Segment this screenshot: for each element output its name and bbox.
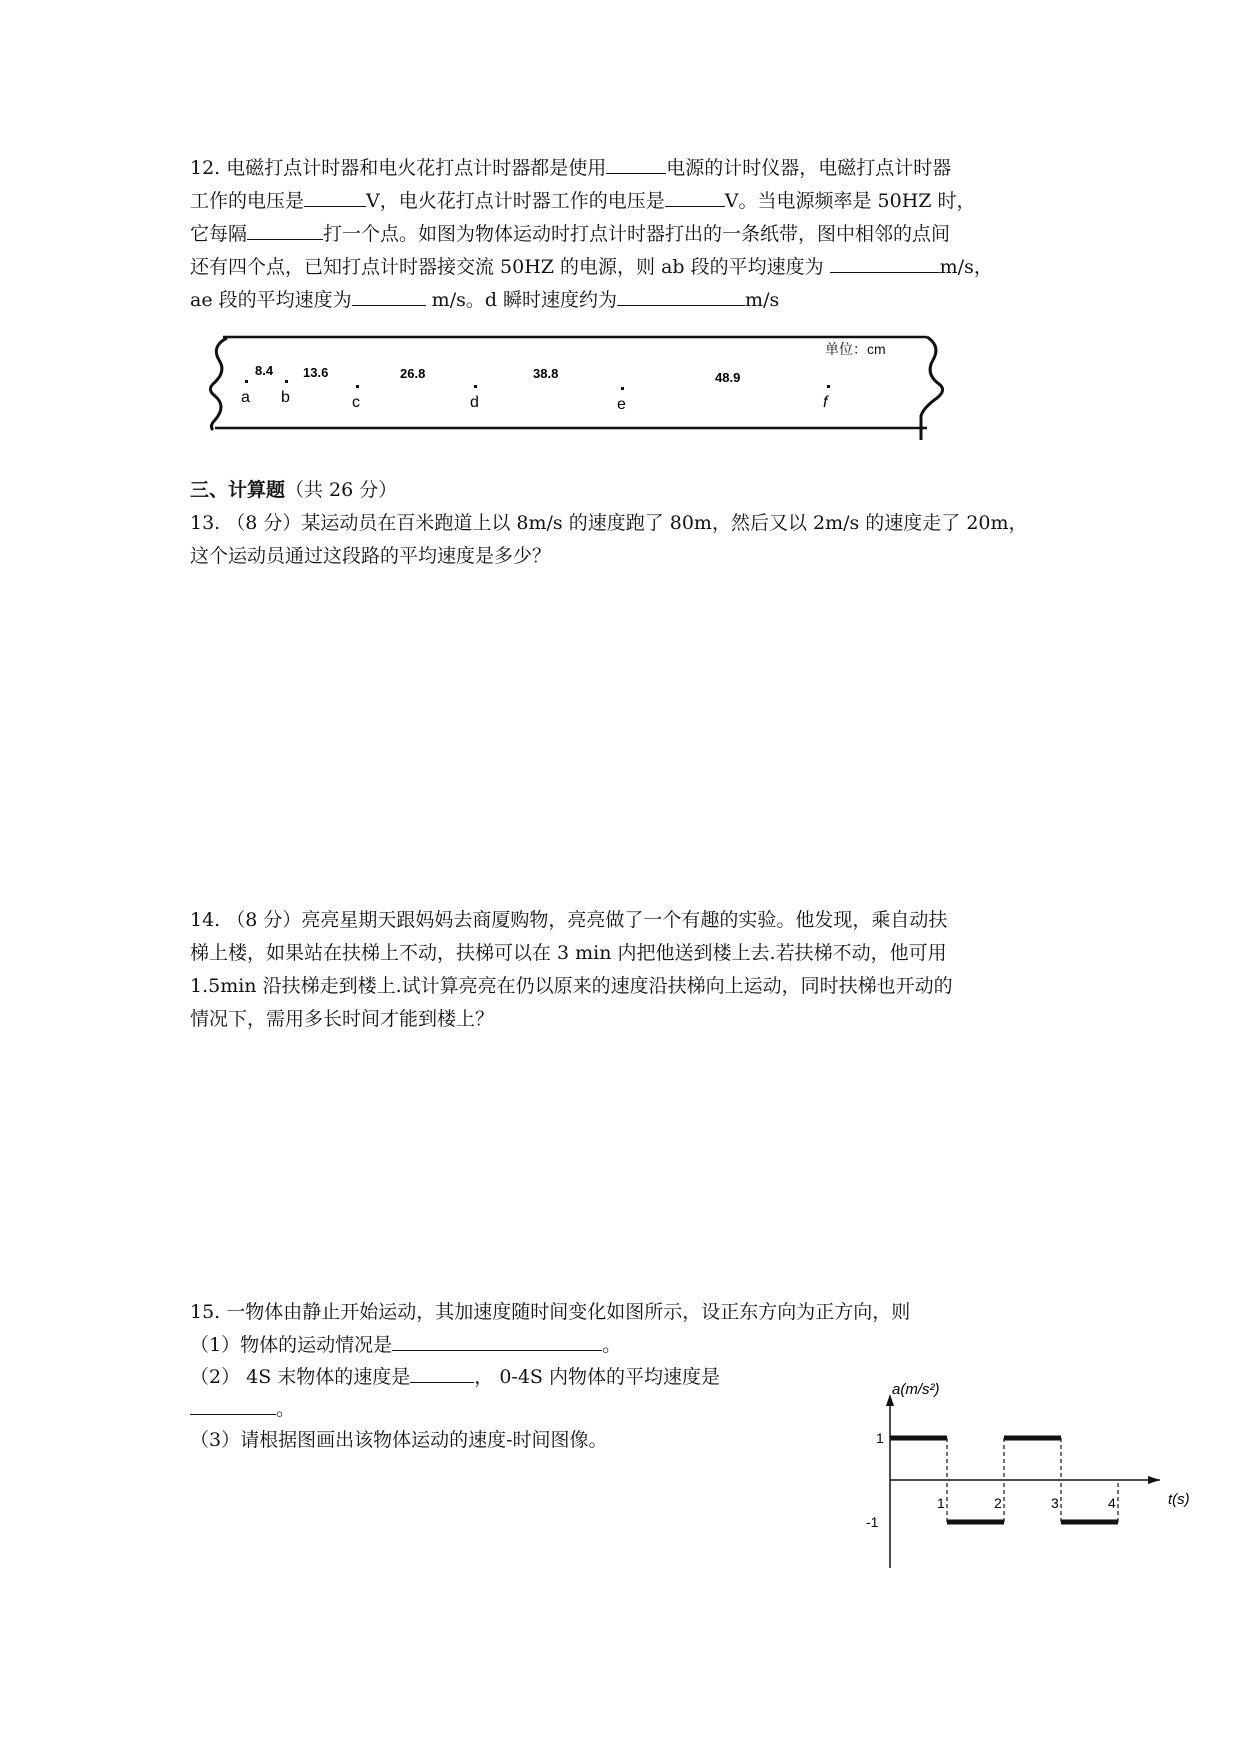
q12-line-2	[190, 188, 976, 213]
tape-point-c	[352, 385, 360, 411]
answer-blank[interactable]	[304, 188, 366, 207]
tape-right-edge	[921, 337, 943, 440]
q13-line-2: 这个运动员通过这段路的平均速度是多少？	[190, 545, 552, 567]
tape-point-e	[617, 387, 626, 413]
tape-distance-de: 38.8	[533, 366, 559, 381]
q12-text: 它每隔	[190, 223, 248, 245]
q12-text: m/s	[745, 289, 780, 311]
q15-line-1: 15. 一物体由静止开始运动，其加速度随时间变化如图所示，设正东方向为正方向，则	[190, 1301, 911, 1323]
tape-distance-ab: 8.4	[255, 363, 274, 378]
q15-text: 。	[602, 1334, 622, 1356]
x-tick-label: 3	[1051, 1495, 1059, 1511]
q12-text: V。当电源频率是 50HZ 时，	[724, 190, 976, 212]
x-tick-label: 1	[937, 1495, 945, 1511]
svg-text:f: f	[823, 394, 828, 411]
answer-blank[interactable]	[617, 287, 745, 306]
svg-text:e: e	[617, 396, 626, 413]
q15-text: （2） 4S 末物体的速度是	[190, 1366, 411, 1388]
q12-text: m/s，	[939, 256, 993, 278]
q12-text: V，电火花打点计时器工作的电压是	[366, 190, 665, 212]
x-axis-arrow	[1148, 1476, 1160, 1484]
q15-text: ， 0-4S 内物体的平均速度是	[474, 1366, 720, 1388]
q13-line-1: 13. （8 分）某运动员在百米跑道上以 8m/s 的速度跑了 80m，然后又以 2m/s 的速度走了 20m，	[190, 512, 1028, 534]
q12-text: 工作的电压是	[190, 190, 305, 212]
q14-line-1: 14. （8 分）亮亮星期天跟妈妈去商厦购物，亮亮做了一个有趣的实验。他发现，乘自动扶	[190, 909, 948, 931]
y-tick-label: 1	[876, 1430, 884, 1446]
tape-unit-label: 单位：cm	[825, 341, 886, 357]
tape-distance-ef: 48.9	[715, 370, 741, 385]
answer-blank[interactable]	[352, 287, 426, 306]
tape-point-b	[281, 380, 290, 406]
tape-distance-cd: 26.8	[400, 366, 426, 381]
tape-distance-bc: 13.6	[303, 365, 329, 380]
q12-line-1	[190, 155, 951, 180]
answer-blank[interactable]	[606, 155, 666, 174]
answer-blank[interactable]	[830, 254, 940, 273]
x-tick-label: 4	[1108, 1495, 1116, 1511]
section-points: （共 26 分）	[285, 479, 398, 501]
section-title: 三、计算题	[190, 479, 286, 501]
paper-tape-figure	[205, 330, 950, 440]
section-heading	[190, 478, 397, 502]
answer-blank[interactable]	[410, 1364, 474, 1383]
q14-line-2: 梯上楼，如果站在扶梯上不动，扶梯可以在 3 min 内把他送到楼上去.若扶梯不动，他可用	[190, 942, 947, 964]
answer-blank[interactable]	[247, 221, 323, 240]
q14-line-3: 1.5min 沿扶梯走到楼上.试计算亮亮在仍以原来的速度沿扶梯向上运动，同时扶梯也开动的	[190, 975, 953, 997]
y-tick-label: -1	[866, 1514, 879, 1530]
q14-line-4: 情况下，需用多长时间才能到楼上？	[190, 1008, 495, 1030]
q12-line-5	[190, 287, 779, 312]
q15-text: 。	[276, 1398, 296, 1420]
answer-blank[interactable]	[665, 188, 725, 207]
q15-line-5: （3）请根据图画出该物体运动的速度-时间图像。	[190, 1429, 608, 1451]
svg-text:d: d	[470, 394, 479, 411]
q15-line-3	[190, 1364, 720, 1389]
tape-point-a	[241, 380, 250, 406]
q12-line-3	[190, 221, 950, 246]
tape-point-f	[823, 385, 830, 411]
q15-line-4	[190, 1396, 295, 1421]
tape-point-d	[470, 385, 479, 411]
q12-text: ae 段的平均速度为	[190, 289, 352, 311]
q12-text: 打一个点。如图为物体运动时打点计时器打出的一条纸带，图中相邻的点间	[323, 223, 951, 245]
y-axis-label: a(m/s²)	[892, 1381, 940, 1398]
q12-line-4	[190, 254, 993, 279]
q12-text: 12. 电磁打点计时器和电火花打点计时器都是使用	[190, 157, 607, 179]
svg-text:a: a	[241, 389, 250, 406]
answer-blank[interactable]	[392, 1332, 602, 1351]
q15-line-2	[190, 1332, 621, 1357]
answer-blank[interactable]	[190, 1396, 276, 1415]
svg-text:b: b	[281, 389, 290, 406]
x-tick-label: 2	[994, 1495, 1002, 1511]
q12-text: 还有四个点，已知打点计时器接交流 50HZ 的电源，则 ab 段的平均速度为	[190, 256, 824, 278]
svg-text:c: c	[352, 394, 360, 411]
tape-left-edge	[210, 338, 227, 430]
acceleration-time-chart	[860, 1380, 1200, 1575]
x-axis-label: t(s)	[1168, 1491, 1190, 1508]
q12-text: m/s。d 瞬时速度约为	[431, 289, 618, 311]
q15-text: （1）物体的运动情况是	[190, 1334, 393, 1356]
q12-text: 电源的计时仪器，电磁打点计时器	[666, 157, 952, 179]
